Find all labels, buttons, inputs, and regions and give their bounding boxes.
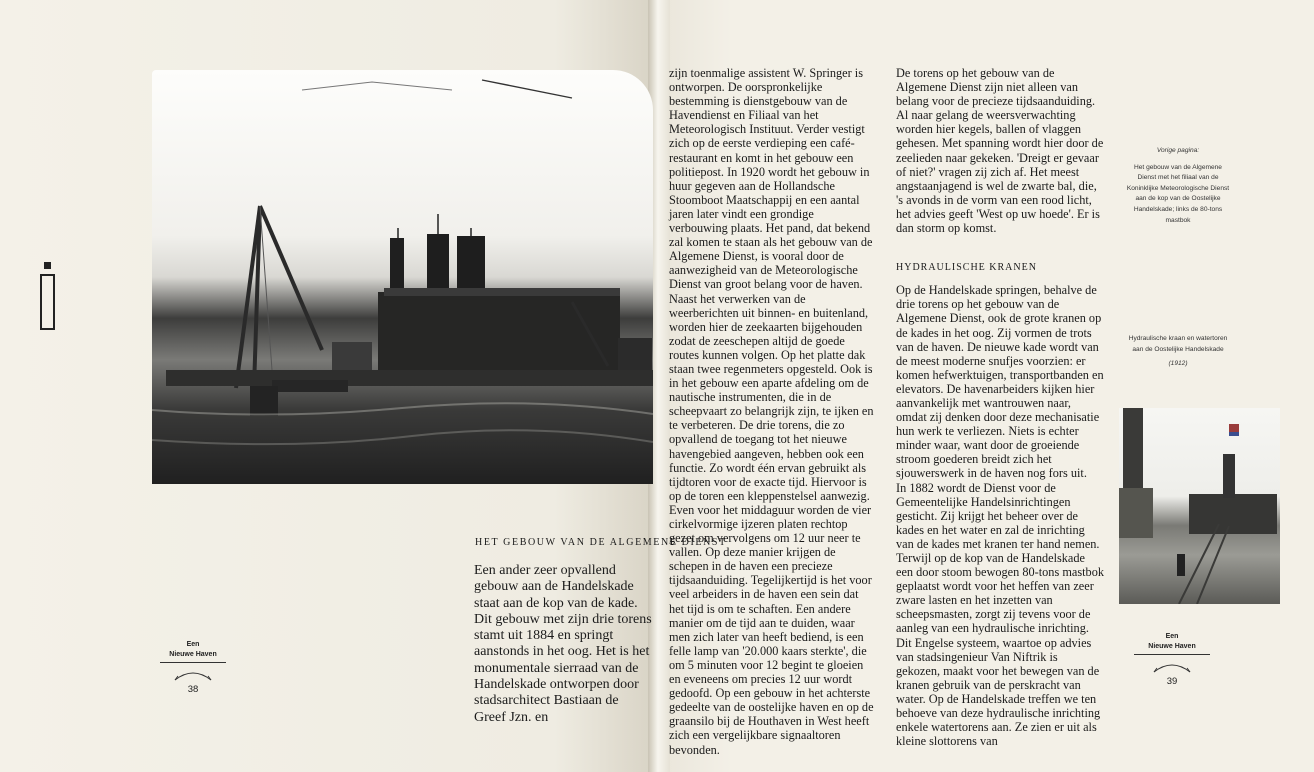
caption-intro-text: Een ander zeer opvallend gebouw aan de Handelskade staat aan de kop van de kade. Dit gebouw met zijn drie torens stamt uit 1884 en springt aanstonds in het oog. Het is het monumentale sierraad van de Handelskade ontworpen door stadsarchitect Bastiaan de Greef Jzn. en xyxy=(474,563,652,725)
page-number: 38 xyxy=(187,684,199,695)
hydraulic-crane-photo xyxy=(1119,408,1280,604)
left-page-footer xyxy=(160,640,226,695)
footer-series-line2: Nieuwe Haven xyxy=(169,651,217,658)
page-arc-icon xyxy=(171,668,215,682)
right-page-footer xyxy=(1134,632,1210,687)
harbour-building-photo-drawing xyxy=(152,70,653,484)
page-arc-icon xyxy=(1150,660,1194,674)
body-text-paragraph-3: In 1882 wordt de Dienst voor de Gemeentelijke Handelsinrichtingen gesticht. Zij krijgt het beheer over de kades en het water en zal de inrichting van de kades met kranen ter hand nemen. Terwijl op de kop van de Handelskade een door stoom bewogen 80-tons mastbok geplaatst wordt voor het heffen van zeer zware lasten en het inzetten van scheepsmasten, zorgt zij tevens voor de aanleg van een hydraulische inrichting. Dit Engelse systeem, waartoe op advies van stadsingenieur Van Niftrik is gekozen, maakt voor het bewegen van de kranen gebruik van de perskracht van water. Op de Handelskade treffen we ten behoeve van deze hydraulische inrichting enkele watertorens aan. Ze zien er uit als kleine slottorens van xyxy=(896,480,1104,749)
side-note-year: (1912) xyxy=(1168,360,1188,368)
side-note-previous-page xyxy=(1126,146,1230,226)
footer-rule xyxy=(1134,654,1210,655)
side-note-crane-text: Hydraulische kraan en watertoren aan de Oostelijke Handelskade xyxy=(1128,335,1228,353)
side-note-crane-photo xyxy=(1126,334,1230,370)
section-heading: HYDRAULISCHE KRANEN xyxy=(896,262,1037,274)
body-column-2 xyxy=(896,66,1104,748)
footer-rule xyxy=(160,662,226,663)
chapter-mark-icon xyxy=(40,274,55,330)
harbour-building-photo xyxy=(152,70,653,484)
footer-series-line2: Nieuwe Haven xyxy=(1148,643,1196,650)
page-number: 39 xyxy=(1166,676,1178,687)
body-column-1 xyxy=(669,66,875,757)
side-note-text: Het gebouw van de Algemene Dienst met het filiaal van de Koninklijke Meteorologische Dienst aan de kop van de Oostelijke Handelskade; links de 80-tons mastbok xyxy=(1126,163,1230,224)
footer-series-line1: Een xyxy=(186,641,200,648)
photo-caption-title: HET GEBOUW VAN DE ALGEMENE DIENST xyxy=(475,537,727,548)
body-text-column-1: zijn toenmalige assistent W. Springer is ontworpen. De oorspronkelijke bestemming is dienstgebouw van de Havendienst en Filiaal van het Meteorologisch Instituut. Verder vestigt zich op de eerste verdieping een café-restaurant en komt in het gebouw een politiepost. In 1920 wordt het gebouw in huur gegeven aan de Hollandsche Stoomboot Maatschappij en een aantal jaren later vindt een grondige verbouwing plaats. Het pand, dat bekend zal komen te staan als het gebouw van de Algemene Dienst, is vooral door de aanwezigheid van de Meteorologische Dienst van groot belang voor de haven. Naast het verwerken van de weerberichten uit binnen- en buitenland, worden hier de zeekaarten bijgehouden zodat de zeeschepen altijd de goede routes kunnen volgen. Op het platte dak staan twee regenmeters opgesteld. Ook is in het gebouw een aparte afdeling om de nautische instrumenten, die in de scheepvaart zo belangrijk zijn, te ijken en te verbeteren. De drie torens, die zo opvallend de toegang tot het nieuwe havengebied aangeven, hebben ook een functie. Zo wordt één ervan gebruikt als tijdtoren voor de exacte tijd. Hiervoor is op de toren een kleppenstelsel aanwezig. Even voor het middaguur worden de vier cirkelvormige ijzeren platen rechtop gezet om vervolgens om 12 uur neer te vallen. Op deze manier krijgen de schepen in de haven een precieze tijdsaanduiding. Tegelijkertijd is het voor veel arbeiders in de haven een sein dat het tijd is om te schaften. Een andere manier om de tijd aan te duiden, waar men zich later van heeft bediend, is een felle lamp van '20.000 kaars sterkte', die om 5 minuten voor 12 begint te gloeien en eveneens om precies 12 uur wordt gedoofd. Op een gebouw in het achterste gedeelte van de oostelijke haven en op de graansilo bij de Houthaven in West heeft zich een vergelijkbare signaaltoren bevonden. xyxy=(669,66,874,757)
hydraulic-crane-photo-drawing xyxy=(1119,408,1280,604)
side-note-label: Vorige pagina: xyxy=(1156,147,1200,154)
body-text-paragraph: De torens op het gebouw van de Algemene Dienst zijn niet alleen van belang voor de precieze tijdsaanduiding. Al naar gelang de weersverwachting worden hier kegels, ballen of vlaggen gehesen. Met spanning wordt hier door de zeelieden naar gekeken. 'Dreigt er gevaar of niet?' vragen zij zich af. Het meest angstaanjagend is wel de zwarte bal, die, 's avonds in de vorm van een rood licht, het advies geeft 'West op uw hoede'. Er is dan storm op komst. xyxy=(896,66,1104,236)
footer-series-line1: Een xyxy=(1165,633,1179,640)
body-text-paragraph-2: Op de Handelskade springen, behalve de drie torens op het gebouw van de Algemene Dienst, ook de grote kranen op de kades in het oog. Zij vormen de trots van de haven. De nieuwe kade wordt van de meest moderne snufjes voorzien: er komen hefwerktuigen, transportbanden en elevators. De havenarbeiders kijken hier aanvankelijk met wantrouwen naar, omdat zij denken door deze mechanisatie hun werk te verliezen. Niets is echter minder waar, want door de groeiende stroom goederen breidt zich het sjouwerswerk in de haven nog fors uit. xyxy=(896,283,1104,481)
